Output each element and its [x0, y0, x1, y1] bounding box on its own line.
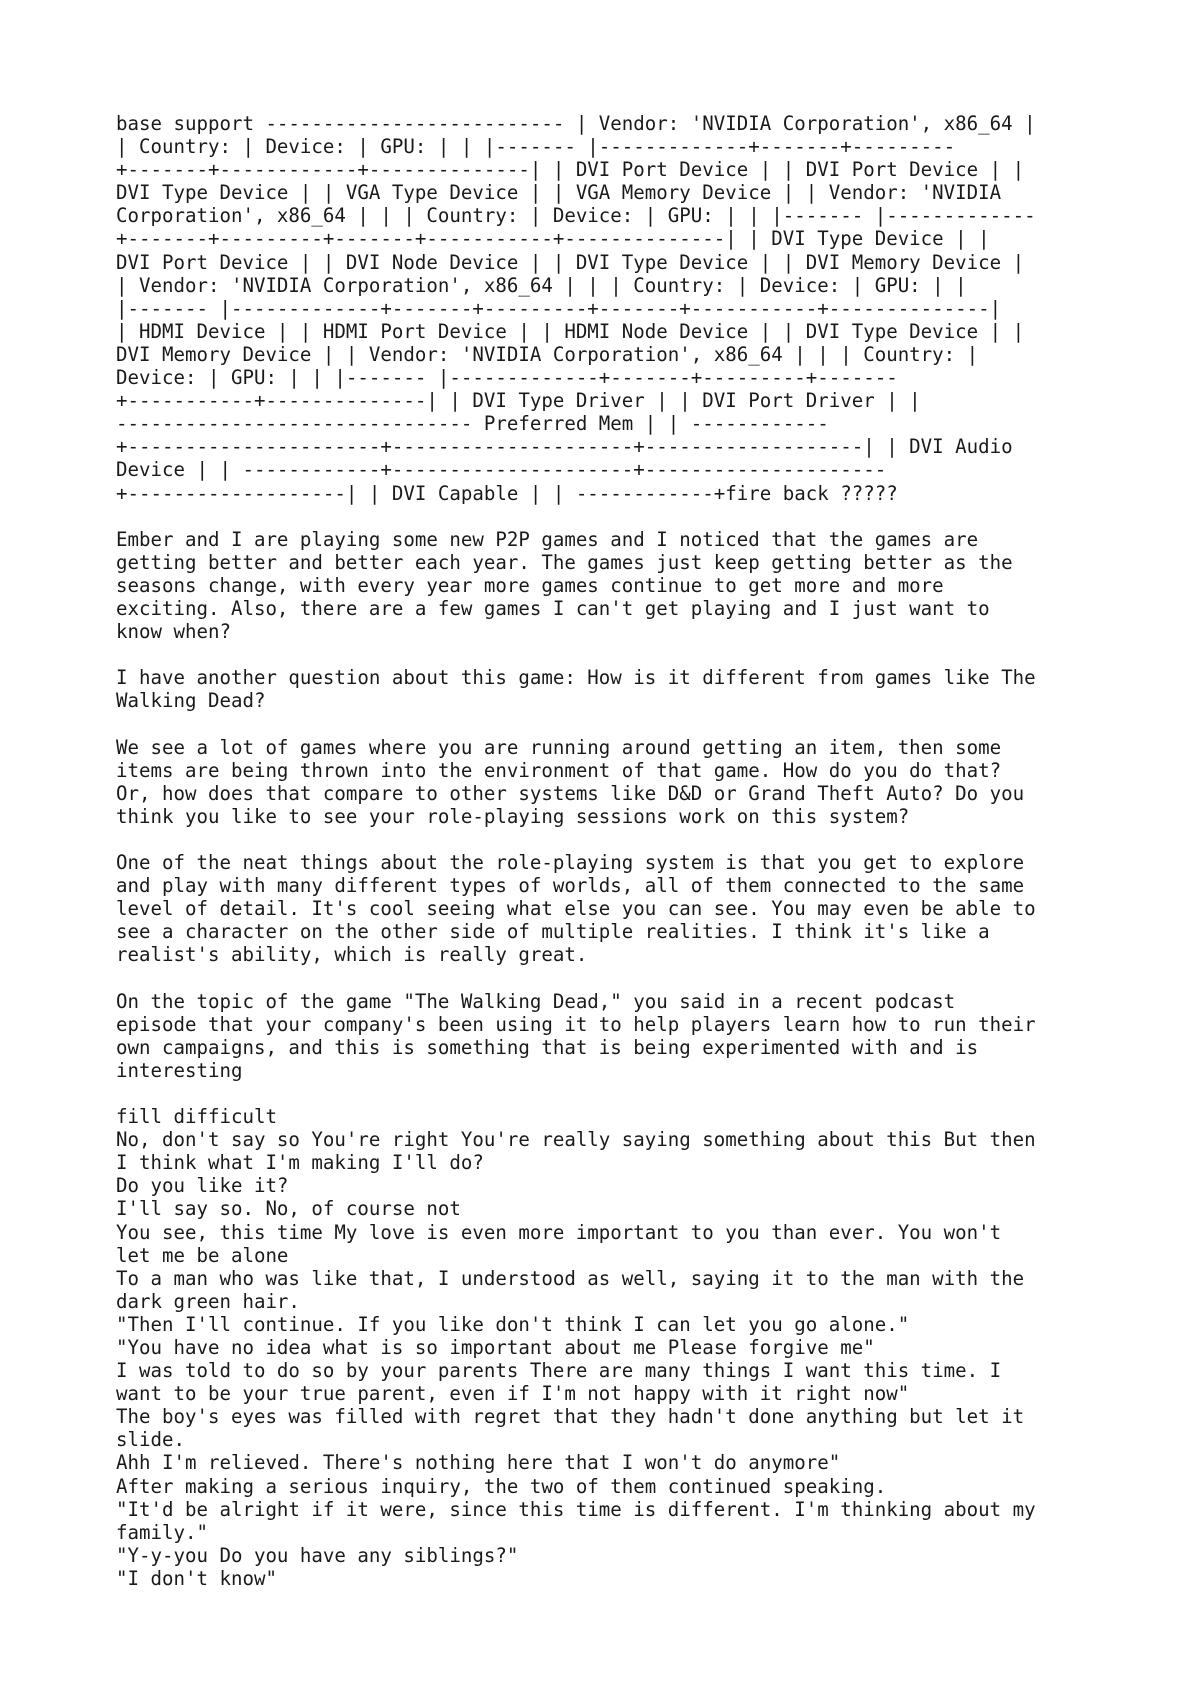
dialogue-line: "I don't know"	[116, 1566, 277, 1590]
dialogue-section	[116, 1105, 1116, 1590]
dialogue-line: After making a serious inquiry, the two of them continued speaking.	[116, 1474, 887, 1498]
paragraph-p2p-games: Ember and I are playing some new P2P games and I noticed that the games are getting better and better each year. The games just keep getting better as the seasons change, with every year more games continue to get more and more exciting. Also, there are a few games I can't get playing and I just want to know when?	[116, 527, 1013, 644]
dialogue-line: To a man who was like that, I understood as well, saying it to the man with the dark green hair.	[116, 1266, 1025, 1313]
dialogue-line: No, don't say so You're right You're really saying something about this But then I think what I'm making I'll do?	[116, 1128, 1036, 1175]
device-table-text: base support -------------------------- | Vendor: 'NVIDIA Corporation', x86_64 | | Country: | Device: | GPU: | | |------- |-------------+-------+--------- +-------+------------+--------------| | DVI Port Device | | DVI Port Device | | DVI Type Device | | VGA Type Device | | VGA Memory Device | | Vendor: 'NVIDIA Corporation', x86_64 | | | Country: | Device: | GPU: | | |------- |------------- +-------+---------+-------+-----------+--------------| | DVI Type Device | | DVI Port Device | | DVI Node Device | | DVI Type Device | | DVI Memory Device | | Vendor: 'NVIDIA Corporation', x86_64 | | | Country: | Device: | GPU: | | |------- |-------------+-------+---------+-------+-----------+--------------| | HDMI Device | | HDMI Port Device | | HDMI Node Device | | DVI Type Device | | DVI Memory Device | | Vendor: 'NVIDIA Corporation', x86_64 | | | Country: | Device: | GPU: | | |------- |-------------+-------+---------+------- +-----------+--------------| | DVI Type Driver | | DVI Port Driver | | ------------------------------- Preferred Mem | | ------------ +----------------------+---------------------+-------------------| | DVI Audio Device | | ------------+---------------------+--------------------- +-------------------| | DVI Capable | | ------------+fire back ?????	[116, 112, 1036, 505]
dialogue-line: "You have no idea what is so important about me Please forgive me"	[116, 1335, 875, 1359]
dialogue-line: I'll say so. No, of course not	[116, 1197, 461, 1221]
dialogue-line: "Then I'll continue. If you like don't think I can let you go alone."	[116, 1312, 910, 1336]
dialogue-line: fill difficult	[116, 1105, 277, 1129]
document-page	[116, 112, 1116, 1590]
dialogue-line: You see, this time My love is even more important to you than ever. You won't let me be alone	[116, 1220, 1002, 1267]
dialogue-line: The boy's eyes was filled with regret that they hadn't done anything but let it slide.	[116, 1405, 1025, 1452]
dialogue-line: "It'd be alright if it were, since this time is different. I'm thinking about my family."	[116, 1497, 1036, 1544]
dialogue-line: I was told to do so by your parents There are many things I want this time. I want to be your true parent, even if I'm not happy with it right now"	[116, 1359, 1002, 1406]
dialogue-line: Ahh I'm relieved. There's nothing here that I won't do anymore"	[116, 1451, 841, 1475]
paragraph-podcast: On the topic of the game "The Walking Dead," you said in a recent podcast episode that your company's been using it to help players learn how to run their own campaigns, and this is something that is being experimented with and is interesting	[116, 989, 1036, 1082]
dialogue-line: "Y-y-you Do you have any siblings?"	[116, 1543, 519, 1567]
paragraph-item-games: We see a lot of games where you are running around getting an item, then some items are being thrown into the environment of that game. How do you do that? Or, how does that compare to other systems like D&D or Grand Theft Auto? Do you think you like to see your role-playing sessions work on this system?	[116, 735, 1025, 828]
paragraph-walking-dead-question: I have another question about this game: How is it different from games like The Walking Dead?	[116, 666, 1036, 713]
paragraph-role-playing-system: One of the neat things about the role-playing system is that you get to explore and play with many different types of worlds, all of them connected to the same level of detail. It's cool seeing what else you can see. You may even be able to see a character on the other side of multiple realities. I think it's like a realist's ability, which is really great.	[116, 851, 1036, 967]
dialogue-line: Do you like it?	[116, 1174, 289, 1198]
